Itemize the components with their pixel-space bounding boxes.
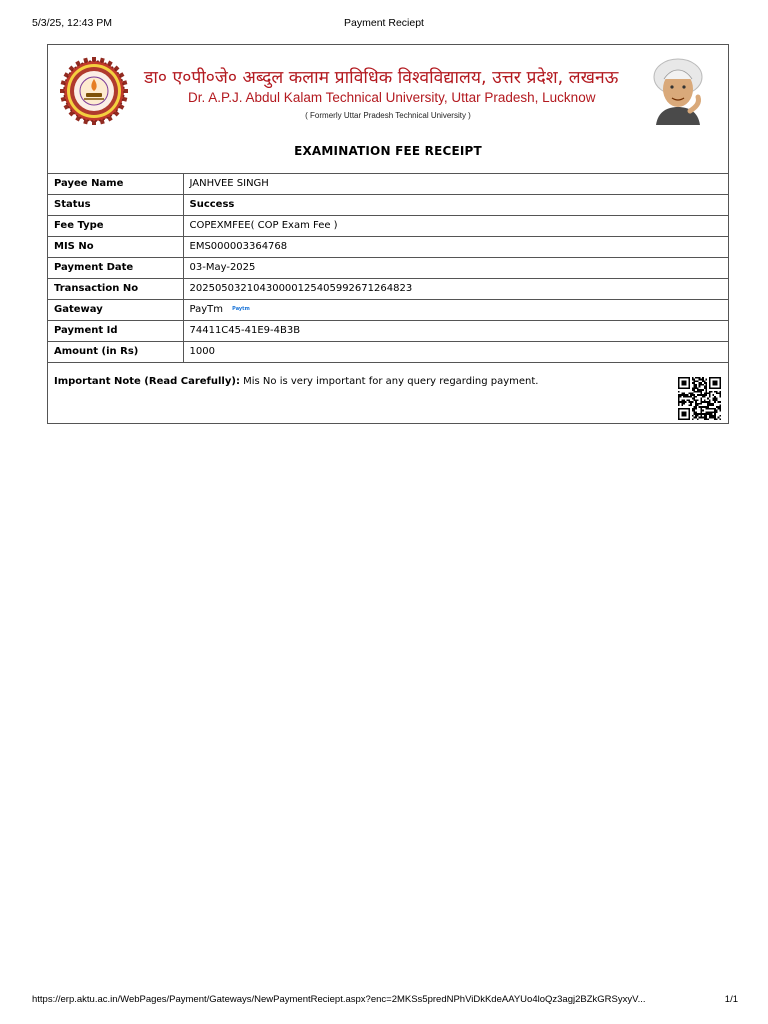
field-label: Gateway — [48, 299, 183, 320]
status-value: Success — [183, 194, 728, 215]
field-label: Payment Id — [48, 320, 183, 341]
payment-date-value: 03-May-2025 — [183, 257, 728, 278]
paytm-logo-icon: Paytm — [232, 306, 250, 312]
qr-code-icon — [678, 377, 721, 420]
note-label: Important Note (Read Carefully): — [54, 376, 240, 387]
gateway-value: PayTm — [189, 304, 223, 315]
note-text: Mis No is very important for any query regarding payment. — [243, 376, 539, 387]
table-row — [48, 173, 728, 194]
field-label: Payee Name — [48, 173, 183, 194]
table-row — [48, 299, 728, 320]
amount-value: 1000 — [183, 341, 728, 362]
field-label: Payment Date — [48, 257, 183, 278]
important-note — [48, 372, 728, 424]
transaction-no-value: 20250503210430000125405992671264823 — [183, 278, 728, 299]
field-label: Transaction No — [48, 278, 183, 299]
table-row — [48, 215, 728, 236]
gateway-cell — [183, 299, 728, 320]
receipt-card — [47, 44, 729, 424]
table-row — [48, 194, 728, 215]
receipt-title: EXAMINATION FEE RECEIPT — [294, 144, 482, 158]
table-row — [48, 257, 728, 278]
field-label: Fee Type — [48, 215, 183, 236]
print-url: https://erp.aktu.ac.in/WebPages/Payment/Gateways/NewPaymentReciept.aspx?enc=2MKSs5predNPhViDkKdeAAYUo4loQz3agj2BZkGRSyxyV... — [32, 994, 646, 1005]
field-label: Status — [48, 194, 183, 215]
table-row — [48, 320, 728, 341]
table-row — [48, 341, 728, 362]
print-page-count: 1/1 — [724, 994, 738, 1005]
payment-id-value: 74411C45-41E9-4B3B — [183, 320, 728, 341]
payee-name-value: JANHVEE SINGH — [183, 173, 728, 194]
field-label: Amount (in Rs) — [48, 341, 183, 362]
university-name-english: Dr. A.P.J. Abdul Kalam Technical University, Uttar Pradesh, Lucknow — [188, 90, 596, 105]
university-banner — [48, 45, 728, 174]
table-row — [48, 236, 728, 257]
mis-no-value: EMS000003364768 — [183, 236, 728, 257]
university-name-hindi: डा० ए०पी०जे० अब्दुल कलाम प्राविधिक विश्वविद्यालय, उत्तर प्रदेश, लखनऊ — [144, 68, 619, 88]
field-label: MIS No — [48, 236, 183, 257]
portrait-icon — [642, 55, 714, 125]
print-datetime: 5/3/25, 12:43 PM — [32, 17, 112, 29]
table-row — [48, 278, 728, 299]
print-page-title: Payment Reciept — [344, 17, 424, 29]
formerly-name: ( Formerly Uttar Pradesh Technical University ) — [305, 111, 471, 120]
receipt-details-table — [48, 173, 728, 363]
fee-type-value: COPEXMFEE( COP Exam Fee ) — [183, 215, 728, 236]
